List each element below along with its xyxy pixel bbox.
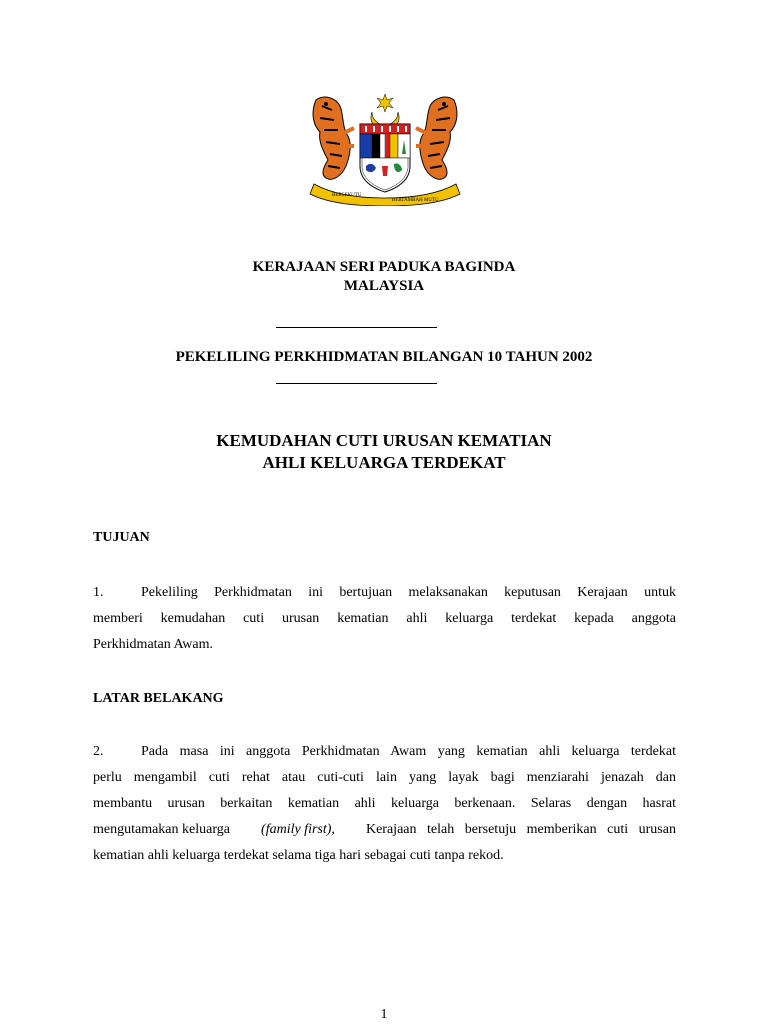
paragraph-2-text-line-1: Pada masa ini anggota Perkhidmatan Awam yang kematian ahli keluarga terdekat [141, 744, 676, 759]
paragraph-2-text-line-2: perlu mengambil cuti rehat atau cuti-cuti lain yang layak bagi menziarahi jenazah dan [93, 770, 676, 785]
paragraph-2 [93, 739, 676, 869]
paragraph-2-line-4-italic: (family first), [261, 822, 335, 837]
circular-number: PEKELILING PERKHIDMATAN BILANGAN 10 TAHUN 2002 [175, 349, 593, 365]
paragraph-2-text-line-5: kematian ahli keluarga terdekat selama tiga hari sebagai cuti tanpa rekod. [93, 848, 504, 863]
paragraph-2-line-4-before: mengutamakan keluarga [93, 822, 230, 837]
government-line-1: KERAJAAN SERI PADUKA BAGINDA [252, 259, 516, 275]
paragraph-2-text-line-4 [93, 817, 676, 843]
divider-bottom [276, 383, 437, 384]
left-tiger-icon [313, 97, 354, 179]
motto-right-text: BERTAMBAH MUTU [392, 198, 439, 203]
shield-icon [360, 124, 410, 192]
document-title-line-2: AHLI KELUARGA TERDEKAT [262, 453, 506, 472]
section-heading-tujuan: TUJUAN [93, 530, 150, 545]
paragraph-1-text-line-3: Perkhidmatan Awam. [93, 637, 214, 652]
paragraph-1-text-line-2: memberi kemudahan cuti urusan kematian ahli keluarga terdekat kepada anggota [93, 611, 676, 626]
paragraph-1 [93, 580, 676, 658]
paragraph-2-line-4-after: Kerajaan telah bersetuju memberikan cuti urusan [365, 822, 676, 837]
page-number: 1 [380, 1007, 388, 1022]
paragraph-1-text-line-1: Pekeliling Perkhidmatan ini bertujuan melaksanakan keputusan Kerajaan untuk [141, 585, 676, 600]
motto-left-text: BERSEKUTU [332, 193, 362, 198]
paragraph-2-text-line-3: membantu urusan berkaitan kematian ahli keluarga berkenaan. Selaras dengan hasrat [93, 796, 676, 811]
paragraph-1-line-1 [93, 580, 676, 606]
government-line-2: MALAYSIA [343, 278, 425, 294]
right-tiger-icon [416, 97, 457, 179]
coat-of-arms-emblem [302, 90, 468, 206]
divider-top [276, 327, 437, 328]
paragraph-2-line-1 [93, 739, 676, 765]
section-heading-latar-belakang: LATAR BELAKANG [93, 691, 224, 706]
document-title-line-1: KEMUDAHAN CUTI URUSAN KEMATIAN [216, 431, 552, 450]
paragraph-1-number: 1. [93, 585, 104, 600]
paragraph-2-number: 2. [93, 744, 104, 759]
